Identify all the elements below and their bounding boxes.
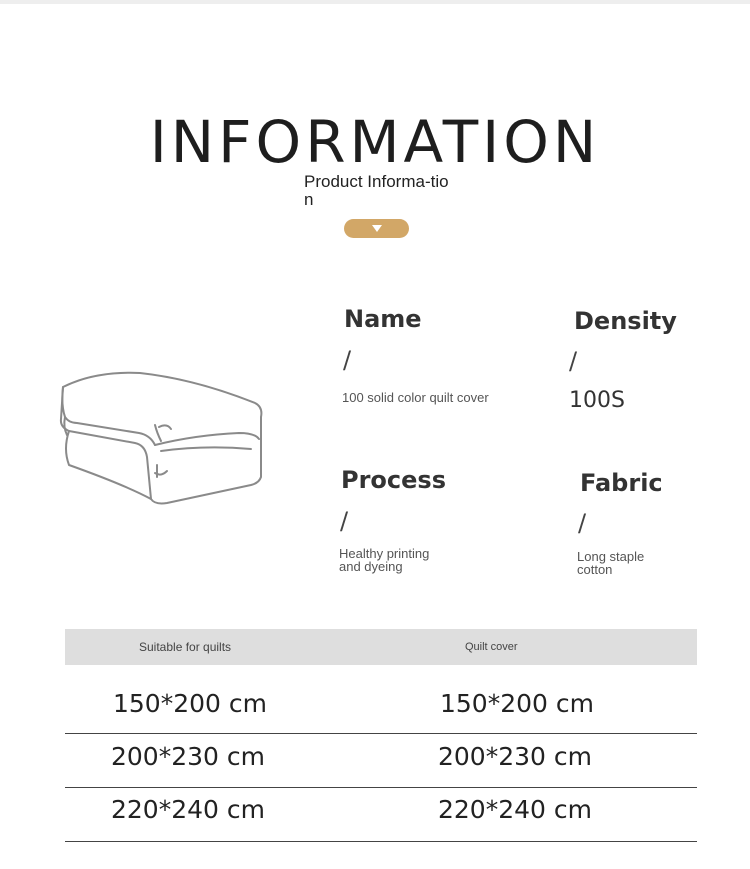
- table-row-divider: [65, 787, 697, 788]
- table-row-divider: [65, 733, 697, 734]
- quilt-size-1: 150*200 cm: [113, 689, 267, 718]
- column-header-cover: Quilt cover: [465, 641, 518, 653]
- density-value: 100S: [569, 388, 625, 413]
- quilt-size-2: 200*230 cm: [111, 742, 265, 771]
- cover-size-1: 150*200 cm: [440, 689, 594, 718]
- cover-size-2: 200*230 cm: [438, 742, 592, 771]
- process-label: Process: [341, 466, 446, 494]
- folded-quilt-icon: [55, 365, 270, 515]
- page-title: INFORMATION: [149, 108, 601, 176]
- name-label: Name: [344, 305, 422, 333]
- process-value-line-2: and dyeing: [339, 559, 403, 574]
- scroll-down-badge: [344, 219, 409, 238]
- name-value: 100 solid color quilt cover: [342, 390, 489, 405]
- size-table-header: [65, 629, 697, 665]
- process-value-line-1: Healthy printing: [339, 546, 430, 561]
- density-separator: /: [569, 347, 578, 375]
- column-header-quilts: Suitable for quilts: [139, 640, 232, 654]
- fabric-label: Fabric: [580, 469, 663, 497]
- cover-size-3: 220*240 cm: [438, 795, 592, 824]
- page-subtitle: Product Informa-tion: [304, 172, 449, 209]
- arrow-down-icon: [372, 225, 382, 232]
- fabric-value-line-2: cotton: [577, 562, 613, 577]
- process-separator: /: [340, 507, 349, 535]
- density-label: Density: [574, 307, 677, 335]
- top-divider: [0, 0, 750, 4]
- table-row-divider: [65, 841, 697, 842]
- quilt-size-3: 220*240 cm: [111, 795, 265, 824]
- name-separator: /: [343, 346, 352, 374]
- fabric-value-line-1: Long staple: [577, 549, 645, 564]
- fabric-separator: /: [578, 509, 587, 537]
